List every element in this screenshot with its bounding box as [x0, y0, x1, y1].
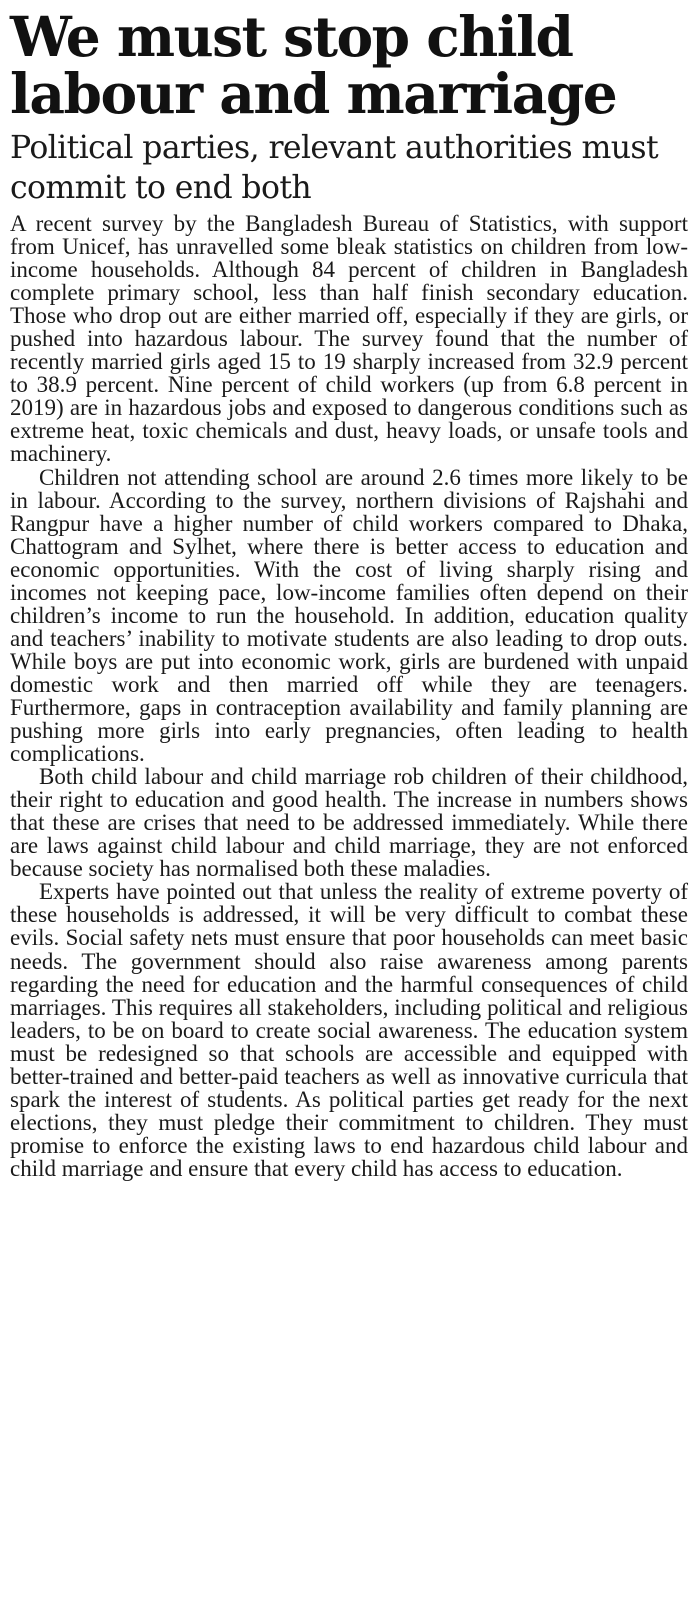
paragraph-3: Both child labour and child marriage rob children of their childhood, their right to education and good health. The increase in numbers shows that these are crises that need to be addressed immediately. While there are laws against child labour and child marriage, they are not enforced because society has normalised both these maladies. — [10, 764, 688, 882]
subheadline: Political parties, relevant authorities must commit to end both — [10, 130, 659, 206]
paragraph-2: Children not attending school are around 2.6 times more likely to be in labour. According to the survey, northern divisions of Rajshahi and Rangpur have a higher number of child workers compared to Dhaka, Chattogram and Sylhet, where there is better access to education and economic opportunities. With the cost of living sharply rising and incomes not keeping pace, low-income families often depend on their children’s income to run the household. In addition, education quality and teachers’ inability to motivate students are also leading to drop outs. While boys are put into economic work, girls are burdened with unpaid domestic work and then married off while they are teenagers. Furthermore, gaps in contraception availability and family planning are pushing more girls into early pregnancies, often leading to health complications. — [10, 464, 688, 767]
headline: We must stop child labour and marriage — [10, 4, 617, 126]
paragraph-4: Experts have pointed out that unless the reality of extreme poverty of these households is addressed, it will be very difficult to combat these evils. Social safety nets must ensure that poor households can meet basic needs. The government should also raise awareness among parents regarding the need for education and the harmful consequences of child marriages. This requires all stakeholders, including political and religious leaders, to be on board to create social awareness. The education system must be redesigned so that schools are accessible and equipped with better-trained and better-paid teachers as well as innovative curricula that spark the interest of students. As political parties get ready for the next elections, they must pledge their commitment to children. They must promise to enforce the existing laws to end hazardous child labour and child marriage and ensure that every child has access to education. — [10, 879, 688, 1181]
article-body — [10, 212, 688, 1180]
editorial-article — [10, 4, 688, 1181]
paragraph-1: A recent survey by the Bangladesh Bureau of Statistics, with support from Unicef, has unravelled some bleak statistics on children from low-income households. Although 84 percent of children in Bangladesh complete primary school, less than half finish secondary education. Those who drop out are either married off, especially if they are girls, or pushed into hazardous labour. The survey found that the number of recently married girls aged 15 to 19 sharply increased from 32.9 percent to 38.9 percent. Nine percent of child workers (up from 6.8 percent in 2019) are in hazardous jobs and exposed to dangerous conditions such as extreme heat, toxic chemicals and dust, heavy loads, or unsafe tools and machinery. — [10, 211, 688, 467]
